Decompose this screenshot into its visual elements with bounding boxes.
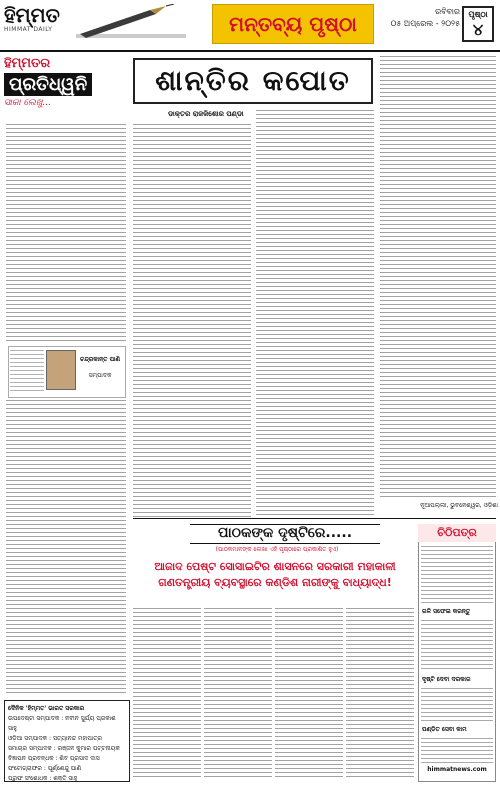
main-headline-box (133, 58, 373, 104)
logo-text: ହିମ୍ମତ (4, 3, 60, 27)
readers-subtitle: (ପାଠକମାନଙ୍କ ଲେଖା ଏହି ପୃଷ୍ଠାରେ ପ୍ରକାଶିତ ହୁଏ) (215, 546, 339, 553)
chithi-text-4 (421, 738, 493, 764)
readers-col-1 (133, 608, 201, 780)
author-photo (46, 350, 76, 390)
author-name: ଚନ୍ଦ୍ରକାନ୍ତ ପାଣି (79, 356, 121, 363)
main-article-col-2 (256, 110, 374, 520)
readers-headline-2: ଗଣତନ୍ତ୍ରୀୟ ବ୍ୟବସ୍ଥାରେ କଣ୍ଡିଶ ନାରୀଙ୍କୁ ବାଧ୍ୟାଦ୍ଧ! (158, 576, 392, 589)
readers-title: ପାଠକଙ୍କ ଦୃଷ୍ଟିରେ..... (190, 524, 380, 544)
left-article-text (6, 124, 126, 342)
readers-col-4 (346, 608, 414, 780)
page-label: ପୃଷ୍ଠା (468, 10, 488, 19)
credit-heading: ଦୈନିକ 'ହିମ୍ମତ' ଭାରତ ସରକାର (8, 705, 85, 712)
readers-col-2 (204, 608, 272, 780)
top-rule (0, 50, 500, 52)
readers-col-3 (275, 608, 343, 780)
pratidhwani-header (4, 56, 128, 122)
chithi-heading: ଗଳି ସଫେଇ କରନ୍ତୁ (422, 608, 471, 615)
chithi-text-1 (421, 546, 493, 606)
date-box (388, 6, 460, 42)
chithi-text-3 (421, 688, 493, 724)
author-left-text (10, 350, 44, 394)
credit-line: ପ୍ରୁଫ ସଂଶୋଧକ : ଶକ୍ତି ସାହୁ (8, 775, 78, 782)
credit-line: ଫଟୋଗ୍ରାଫର : ପୂର୍ଣ୍ଣେନ୍ଦୁ ପାଣି (8, 765, 82, 772)
pratidhwani-top: ହିମ୍ମତର (4, 56, 51, 71)
main-headline: ଶାନ୍ତିର କପୋତ (155, 64, 351, 97)
date-full: ୦୫ ଅପ୍ରେଲ - ୨୦୨୫ (390, 19, 460, 28)
main-article-col-1 (133, 124, 251, 520)
section-title: ମନ୍ତବ୍ୟ ପୃଷ୍ଠା (229, 12, 357, 36)
page-number: ୪ (472, 20, 484, 39)
pratidhwani-sub: ସାକା ଲେଖୁ... (4, 98, 52, 108)
chithipatra-email[interactable]: himmatnews.com (427, 766, 487, 773)
credit-box (4, 700, 130, 782)
date-day: ରବିବାର (435, 7, 460, 16)
readers-headline (150, 560, 400, 606)
pratidhwani-title: ପ୍ରତିଧ୍ୱନି (4, 73, 92, 96)
chithi-heading: ଦୃଷ୍ଟି ଦେବା ଦରକାର (422, 676, 471, 683)
pen-icon (70, 4, 190, 44)
readers-headline-1: ଆଜାଦ ପେଷ୍ଟ ସୋସାଇଟିର ଶାସନରେ ସରକାରୀ ମହାକାଳୀ (154, 560, 396, 573)
right-signature: ନୂଆପଲ୍ଲୀ, ଭୁବନେଶ୍ୱର, ଓଡ଼ିଶା (420, 502, 498, 509)
credit-line: ସମାଚାର ସମ୍ପାଦକ : ରଞ୍ଜନ କୁମାର ପଟ୍ଟନାୟକ (8, 745, 120, 752)
credit-line: ବିଜ୍ଞାପନ ପ୍ରବନ୍ଧକ : ଶିବ ପ୍ରସାଦ ଦାସ (8, 755, 100, 762)
chithi-heading: ପଣ୍ଡିତ ସେବା କାମ (422, 726, 467, 733)
section-banner (212, 4, 374, 44)
author-role: ସମ୍ପାଦକ (88, 372, 112, 379)
right-article-text (380, 56, 496, 500)
newspaper-logo[interactable] (4, 4, 64, 42)
chithipatra-title: ଚିଠିପତ୍ର (418, 524, 496, 542)
mid-rule (133, 518, 496, 519)
page-number-box (462, 6, 494, 42)
byline: ଡାକ୍ତର ରାଜକିଶୋର ପଣ୍ଡା (168, 110, 244, 118)
logo-tagline: HIMMAT DAILY (4, 26, 53, 33)
credit-line: ଓଡ଼ିଆ ସମ୍ପାଦକ : ସତ୍ୟାନନ୍ଦ ମହାପାତ୍ର (8, 735, 103, 742)
credit-line: ଉପଦେଷ୍ଟା ସମ୍ପାଦକ : ନବୀନ ସୁର୍ଯ୍ୟ ପ୍ରକାଶ ସାହୁ (8, 715, 116, 732)
chithi-text-2 (421, 620, 493, 672)
left-article-text-2 (6, 400, 126, 696)
